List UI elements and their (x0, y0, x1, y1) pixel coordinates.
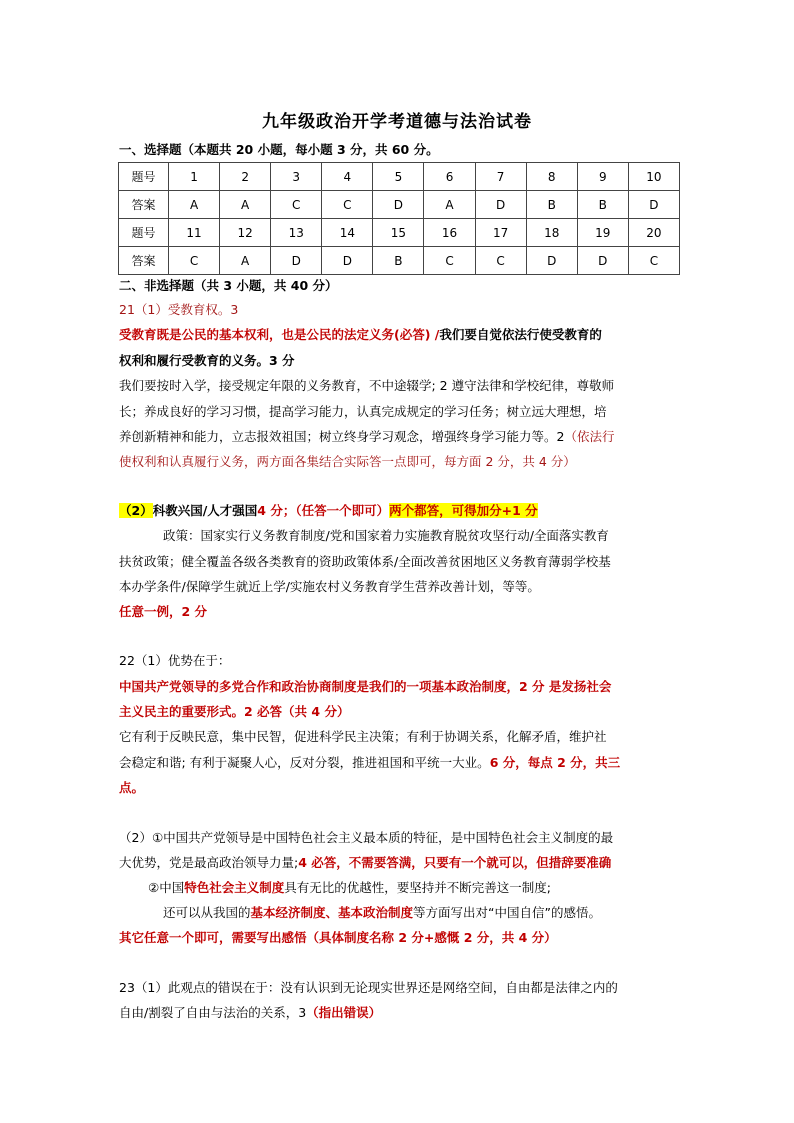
q23-answer-line (119, 1004, 381, 1022)
table-row (119, 163, 680, 191)
q22-part2-line (148, 879, 551, 897)
row-label: 题号 (119, 219, 169, 247)
table-cell: 13 (271, 219, 322, 247)
table-cell: B (577, 191, 628, 219)
table-cell: 3 (271, 163, 322, 191)
table-cell: C (271, 191, 322, 219)
q21-answer-line (119, 326, 602, 344)
q23-answer-line: 23（1）此观点的错误在于：没有认识到无论现实世界还是网络空间，自由都是法律之内的 (119, 980, 618, 995)
q21-scoring-note: 使权利和认真履行义务，两方面各集结合实际答一点即可，每方面 2 分，共 4 分） (119, 454, 576, 469)
table-cell: C (169, 247, 220, 275)
q21-policy-line: 扶贫政策；健全覆盖各级各类教育的资助政策体系/全面改善贫困地区义务教育薄弱学校基 (119, 554, 611, 569)
table-cell: 17 (475, 219, 526, 247)
table-cell: 2 (220, 163, 271, 191)
q22-answer-text: 具有无比的优越性，要坚持并不断完善这一制度; (284, 880, 551, 895)
q22-answer-line (119, 754, 620, 772)
q22-key-term: 特色社会主义制度 (184, 880, 285, 895)
table-cell: B (526, 191, 577, 219)
q22-scoring-note: 其它任意一个即可，需要写出感悟（具体制度名称 2 分+感慨 2 分，共 4 分） (119, 930, 557, 945)
table-cell: C (322, 191, 373, 219)
table-cell: 15 (373, 219, 424, 247)
table-cell: 14 (322, 219, 373, 247)
q23-scoring-note: （指出错误） (306, 1005, 382, 1020)
q21-part1-heading: 21（1）受教育权。3 (119, 302, 239, 317)
table-cell: D (373, 191, 424, 219)
table-cell: D (271, 247, 322, 275)
table-cell: 11 (169, 219, 220, 247)
table-row (119, 191, 680, 219)
table-row (119, 247, 680, 275)
q22-part2-line: （2）①中国共产党领导是中国特色社会主义最本质的特征，是中国特色社会主义制度的最 (119, 830, 614, 845)
table-cell: 6 (424, 163, 475, 191)
q22-part1-heading: 22（1）优势在于： (119, 653, 231, 668)
table-cell: 8 (526, 163, 577, 191)
table-cell: D (577, 247, 628, 275)
q22-key-term: 基本经济制度、基本政治制度 (250, 905, 414, 920)
q22-scoring-note: 4 必答，不需要答满，只要有一个就可以，但措辞要准确 (298, 855, 612, 870)
q22-answer-line: 点。 (119, 780, 145, 795)
row-label: 答案 (119, 247, 169, 275)
q22-part2-line (163, 904, 601, 922)
q22-answer-text: 大优势，党是最高政治领导力量; (119, 855, 299, 870)
q22-answer-line: 主义民主的重要形式。2 必答（共 4 分） (119, 704, 350, 719)
q21-required-answer: 受教育既是公民的基本权利，也是公民的法定义务(必答) / (119, 327, 440, 342)
table-cell: C (628, 247, 679, 275)
table-cell: D (526, 247, 577, 275)
table-row (119, 219, 680, 247)
table-cell: 10 (628, 163, 679, 191)
table-cell: 5 (373, 163, 424, 191)
section-1-heading: 一、选择题（本题共 20 小题，每小题 3 分，共 60 分。 (119, 142, 439, 157)
table-cell: 19 (577, 219, 628, 247)
q21-part2-bonus: 两个都答，可得加分+1 分 (389, 503, 538, 518)
table-cell: A (220, 247, 271, 275)
q22-answer-text: 还可以从我国的 (163, 905, 251, 920)
q22-answer-text: ②中国 (148, 880, 185, 895)
table-cell: 1 (169, 163, 220, 191)
table-cell: 20 (628, 219, 679, 247)
q21-part2-tag: （2） (119, 503, 153, 518)
table-cell: C (424, 247, 475, 275)
q21-answer-text: 养创新精神和能力，立志报效祖国；树立终身学习观念，增强终身学习能力等。2 (119, 429, 565, 444)
table-cell: 16 (424, 219, 475, 247)
q21-answer-line: 长；养成良好的学习习惯，提高学习能力，认真完成规定的学习任务；树立远大理想，培 (119, 404, 607, 419)
q22-answer-text: 等方面写出对“中国自信”的感悟。 (413, 905, 601, 920)
table-cell: 18 (526, 219, 577, 247)
table-cell: D (322, 247, 373, 275)
table-cell: D (475, 191, 526, 219)
q21-answer-text: 我们要自觉依法行使受教育的 (439, 327, 602, 342)
q21-part2-line (119, 502, 538, 520)
table-cell: C (475, 247, 526, 275)
table-cell: B (373, 247, 424, 275)
table-cell: 9 (577, 163, 628, 191)
table-cell: A (424, 191, 475, 219)
q21-answer-line (119, 428, 614, 446)
row-label: 答案 (119, 191, 169, 219)
q21-answer-line: 权利和履行受教育的义务。3 分 (119, 353, 295, 368)
table-cell: D (628, 191, 679, 219)
q21-answer-line: 我们要按时入学，接受规定年限的义务教育，不中途辍学; 2 遵守法律和学校纪律，尊敬师 (119, 378, 615, 393)
q21-scoring-note: （依法行 (564, 429, 615, 444)
q22-part2-line (119, 854, 611, 872)
answer-table (118, 162, 680, 275)
table-cell: 7 (475, 163, 526, 191)
q21-policy-line: 政策：国家实行义务教育制度/党和国家着力实施教育脱贫攻坚行动/全面落实教育 (163, 528, 609, 543)
row-label: 题号 (119, 163, 169, 191)
q23-answer-text: 自由/割裂了自由与法治的关系，3 (119, 1005, 307, 1020)
table-cell: A (220, 191, 271, 219)
table-cell: A (169, 191, 220, 219)
table-cell: 4 (322, 163, 373, 191)
q22-scoring-note: 6 分，每点 2 分，共三 (489, 755, 621, 770)
table-cell: 12 (220, 219, 271, 247)
q22-answer-line: 中国共产党领导的多党合作和政治协商制度是我们的一项基本政治制度，2 分 是发扬社会 (119, 679, 612, 694)
q21-part2-answer: 科教兴国/人才强国 (152, 503, 258, 518)
section-2-heading: 二、非选择题（共 3 小题，共 40 分） (119, 278, 338, 293)
page-title: 九年级政治开学考道德与法治试卷 (262, 112, 532, 132)
q22-answer-text: 会稳定和谐; 有利于凝聚人心，反对分裂，推进祖国和平统一大业。 (119, 755, 490, 770)
q21-scoring-note: 任意一例，2 分 (119, 604, 208, 619)
q22-answer-line: 它有利于反映民意，集中民智，促进科学民主决策；有利于协调关系，化解矛盾，维护社 (119, 729, 607, 744)
q21-part2-score: 4 分；（任答一个即可） (257, 503, 390, 518)
q21-policy-line: 本办学条件/保障学生就近上学/实施农村义务教育学生营养改善计划，等等。 (119, 579, 540, 594)
